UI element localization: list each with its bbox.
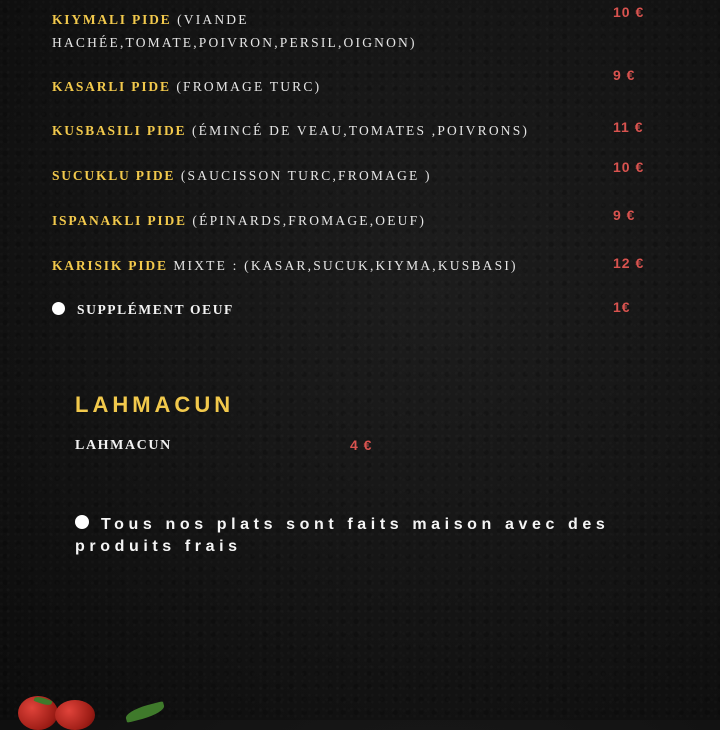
menu-item-kusbasili <box>52 119 612 142</box>
item-description: (SAUCISSON TURC,FROMAGE ) <box>180 168 432 183</box>
menu-item-karisik <box>52 254 612 277</box>
item-description: (ÉMINCÉ DE VEAU,TOMATES ,POIVRONS) <box>191 123 530 138</box>
item-name: KIYMALI PIDE <box>52 12 172 27</box>
item-name: SUCUKLU PIDE <box>52 168 176 183</box>
note-text: Tous nos plats sont faits maison avec des produits frais <box>75 516 610 555</box>
item-price: 10 € <box>613 159 645 175</box>
menu-item-sucuklu <box>52 164 612 187</box>
item-description: (FROMAGE TURC) <box>176 79 322 94</box>
item-description: MIXTE : (KASAR,SUCUK,KIYMA,KUSBASI) <box>173 258 518 273</box>
menu-item-ispanakli <box>52 209 612 232</box>
item-name: ISPANAKLI PIDE <box>52 213 187 228</box>
homemade-note <box>75 514 635 558</box>
item-price: 9 € <box>613 67 636 83</box>
menu-item-kasarli <box>52 75 612 98</box>
supplement-price: 1€ <box>613 299 631 315</box>
item-price: 10 € <box>613 4 645 20</box>
menu-item-kiymali <box>52 8 612 54</box>
item-price: 11 € <box>613 119 644 135</box>
item-price: 12 € <box>613 255 645 271</box>
lahmacun-item-price: 4 € <box>350 437 373 453</box>
bullet-icon <box>75 515 89 529</box>
supplement-row <box>52 298 612 321</box>
item-name: KUSBASILI PIDE <box>52 123 187 138</box>
tomato-decoration <box>55 700 95 730</box>
item-name: KASARLI PIDE <box>52 79 171 94</box>
item-price: 9 € <box>613 207 636 223</box>
item-description: (VIANDE <box>177 12 249 27</box>
supplement-label: SUPPLÉMENT OEUF <box>77 302 234 317</box>
section-title-lahmacun: LAHMACUN <box>75 392 235 417</box>
lahmacun-item-name: LAHMACUN <box>75 438 172 453</box>
item-name: KARISIK PIDE <box>52 258 168 273</box>
item-description: (ÉPINARDS,FROMAGE,OEUF) <box>192 213 427 228</box>
bullet-icon <box>52 302 65 315</box>
item-description-line2: HACHÉE,TOMATE,POIVRON,PERSIL,OIGNON) <box>52 35 417 50</box>
